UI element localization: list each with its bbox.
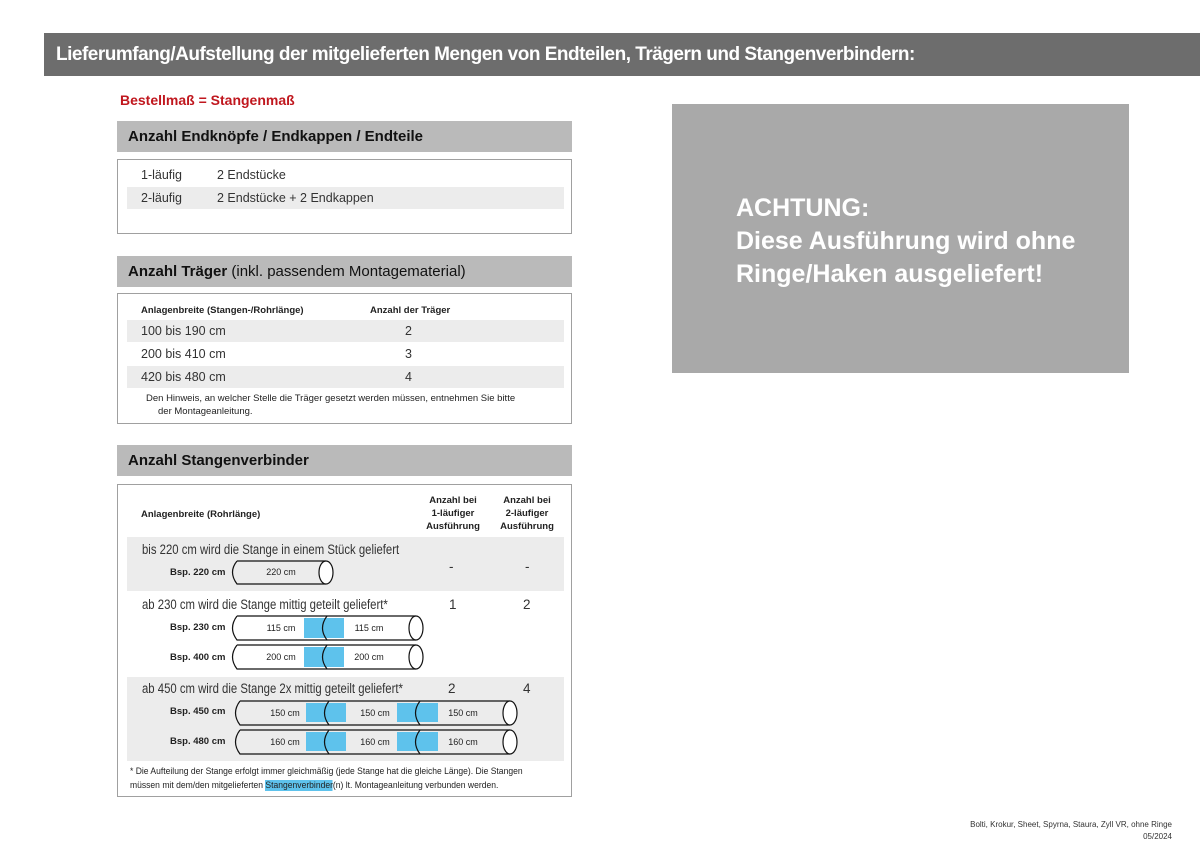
pipe-part-label: 160 cm	[448, 737, 478, 747]
group-text: bis 220 cm wird die Stange in einem Stück geliefert	[142, 542, 400, 557]
page-header: Lieferumfang/Aufstellung der mitgelieferten Mengen von Endteilen, Trägern und Stangenverbindern:	[44, 33, 1200, 76]
table-row: 1-läufig 2 Endstücke	[141, 168, 286, 182]
column-header: Anzahl bei 1-läufiger Ausführung	[426, 495, 480, 532]
warning-line: Diese Ausführung wird ohne	[736, 227, 1076, 255]
footer-date: 05/2024	[1143, 832, 1172, 841]
count-2: 2	[523, 597, 531, 612]
traeger-table	[117, 293, 572, 424]
pipe-part-label: 200 cm	[266, 652, 296, 662]
warning-box	[672, 104, 1129, 373]
count-1: 1	[449, 597, 457, 612]
table-row: 100 bis 190 cm 2	[127, 320, 564, 342]
pipe-230	[233, 616, 424, 640]
warning-line: Ringe/Haken ausgeliefert!	[736, 260, 1044, 288]
highlighted-term: Stangenverbinder	[265, 780, 333, 791]
section-header-verbinder: Anzahl Stangenverbinder	[117, 445, 572, 476]
footnote: * Die Aufteilung der Stange erfolgt immer gleichmäßig (jede Stange hat die gleiche Länge). Die Stangen	[130, 766, 523, 777]
column-header: Anlagenbreite (Rohrlänge)	[141, 509, 261, 520]
count-2: 4	[523, 681, 531, 696]
pipe-part-label: 150 cm	[270, 708, 300, 718]
warning-line: ACHTUNG:	[736, 194, 870, 222]
table-row: 420 bis 480 cm 4	[127, 366, 564, 388]
section-header-endteile: Anzahl Endknöpfe / Endkappen / Endteile	[117, 121, 572, 152]
endteile-table	[117, 159, 572, 234]
count-2: -	[525, 559, 530, 574]
pipe-part-label: 150 cm	[448, 708, 478, 718]
pipe-part-label: 220 cm	[266, 567, 296, 577]
example-label: Bsp. 230 cm	[170, 622, 226, 633]
pipe-400	[233, 645, 424, 669]
traeger-note: der Montageanleitung.	[158, 406, 253, 417]
pipe-part-label: 160 cm	[360, 737, 390, 747]
count-1: -	[449, 559, 454, 574]
pipe-part-label: 115 cm	[266, 623, 296, 633]
count-1: 2	[448, 681, 456, 696]
footer-models: Bolti, Krokur, Sheet, Spyrna, Staura, Zyll VR, ohne Ringe	[970, 820, 1172, 829]
pipe-part-label: 160 cm	[270, 737, 300, 747]
pipe-part-label: 200 cm	[354, 652, 384, 662]
example-label: Bsp. 400 cm	[170, 652, 226, 663]
order-note: Bestellmaß = Stangenmaß	[120, 92, 295, 108]
pipe-part-label: 150 cm	[360, 708, 390, 718]
section-header-traeger: Anzahl Träger (inkl. passendem Montagematerial)	[117, 256, 572, 287]
column-header: Anzahl der Träger	[370, 305, 451, 316]
table-row: 2-läufig 2 Endstücke + 2 Endkappen	[127, 187, 564, 209]
column-header: Anlagenbreite (Stangen-/Rohrlänge)	[141, 305, 304, 316]
example-label: Bsp. 450 cm	[170, 706, 226, 717]
example-label: Bsp. 480 cm	[170, 736, 226, 747]
pipe-diagrams	[118, 485, 571, 765]
example-label: Bsp. 220 cm	[170, 567, 226, 578]
group-text: ab 450 cm wird die Stange 2x mittig geteilt geliefert*	[142, 681, 403, 696]
pipe-part-label: 115 cm	[354, 623, 384, 633]
footnote: müssen mit dem/den mitgelieferten Stangenverbinder(n) lt. Montageanleitung verbunden werden.	[130, 780, 499, 791]
table-row: 200 bis 410 cm 3	[141, 347, 412, 361]
verbinder-table	[117, 484, 572, 797]
group-text: ab 230 cm wird die Stange mittig geteilt geliefert*	[142, 597, 388, 612]
traeger-note: Den Hinweis, an welcher Stelle die Träger gesetzt werden müssen, entnehmen Sie bitte	[146, 393, 516, 404]
column-header: Anzahl bei 2-läufiger Ausführung	[500, 495, 554, 532]
